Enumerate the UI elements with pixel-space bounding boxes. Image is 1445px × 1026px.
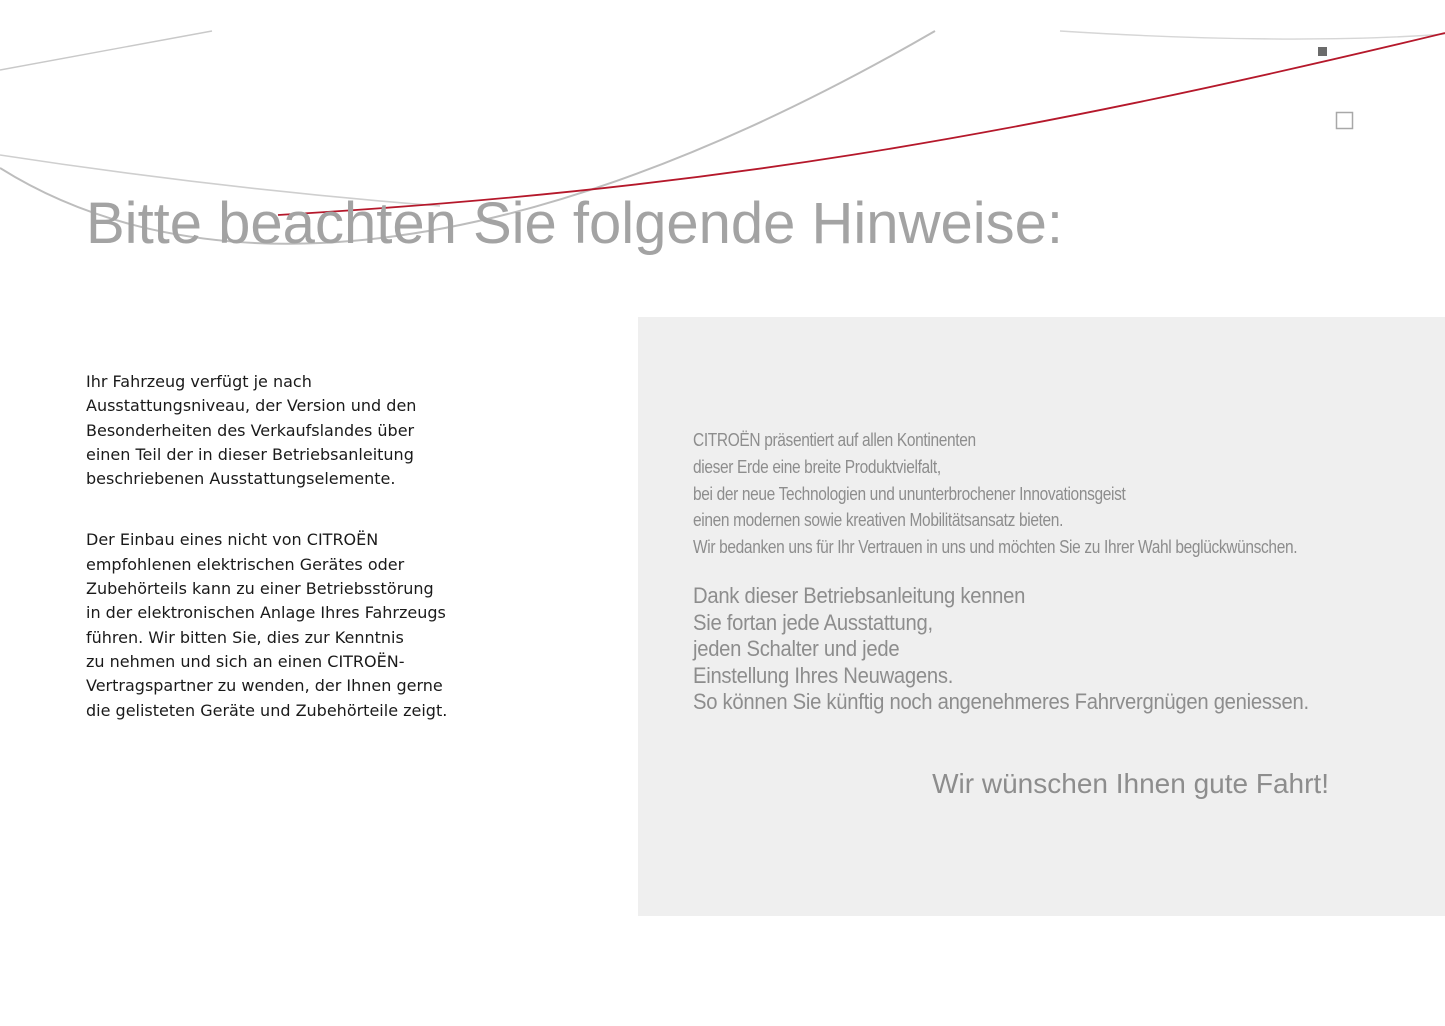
grey-curve-top-right xyxy=(1060,31,1445,39)
panel-manual-text: Dank dieser Betriebsanleitung kennen Sie fortan jede Ausstattung, jeden Schalter und jede Einstellung Ihres Neuwagens. So können Sie künftig noch angenehmeres Fahrvergnügen geniessen. xyxy=(693,583,1309,715)
panel-intro-text: CITROËN präsentiert auf allen Kontinenten dieser Erde eine breite Produktvielfalt, bei der neue Technologien und ununterbrochener Innovationsgeist einen modernen sowie kreativen Mobilitätsansatz bieten. Wir bedanken uns für Ihr Vertrauen in uns und möchten Sie zu Ihrer Wahl beglückwünschen. xyxy=(693,430,1298,558)
accessory-warning-paragraph: Der Einbau eines nicht von CITROËN empfohlenen elektrischen Gerätes oder Zubehörteils kann zu einer Betriebsstörung in der elektronischen Anlage Ihres Fahrzeugs führen. Wir bitten Sie, dies zur Kenntnis zu nehmen und sich an einen CITROËN- Vertragspartner zu wenden, der Ihnen gerne die gelisteten Geräte und Zubehörteile zeigt. xyxy=(86,530,448,720)
welcome-panel xyxy=(638,317,1445,916)
left-column xyxy=(86,370,506,723)
decorative-curves xyxy=(0,0,1445,320)
page-title: Bitte beachten Sie folgende Hinweise: xyxy=(86,191,1063,256)
filled-square-icon xyxy=(1318,47,1327,56)
grey-curve-top-left xyxy=(0,31,212,70)
equipment-notice-paragraph: Ihr Fahrzeug verfügt je nach Ausstattungsniveau, der Version und den Besonderheiten des Verkaufslandes über einen Teil der in dieser Betriebsanleitung beschriebenen Ausstattungselemente. xyxy=(86,372,417,489)
outline-square-icon xyxy=(1337,113,1353,129)
panel-closing-text: Wir wünschen Ihnen gute Fahrt! xyxy=(932,768,1329,799)
